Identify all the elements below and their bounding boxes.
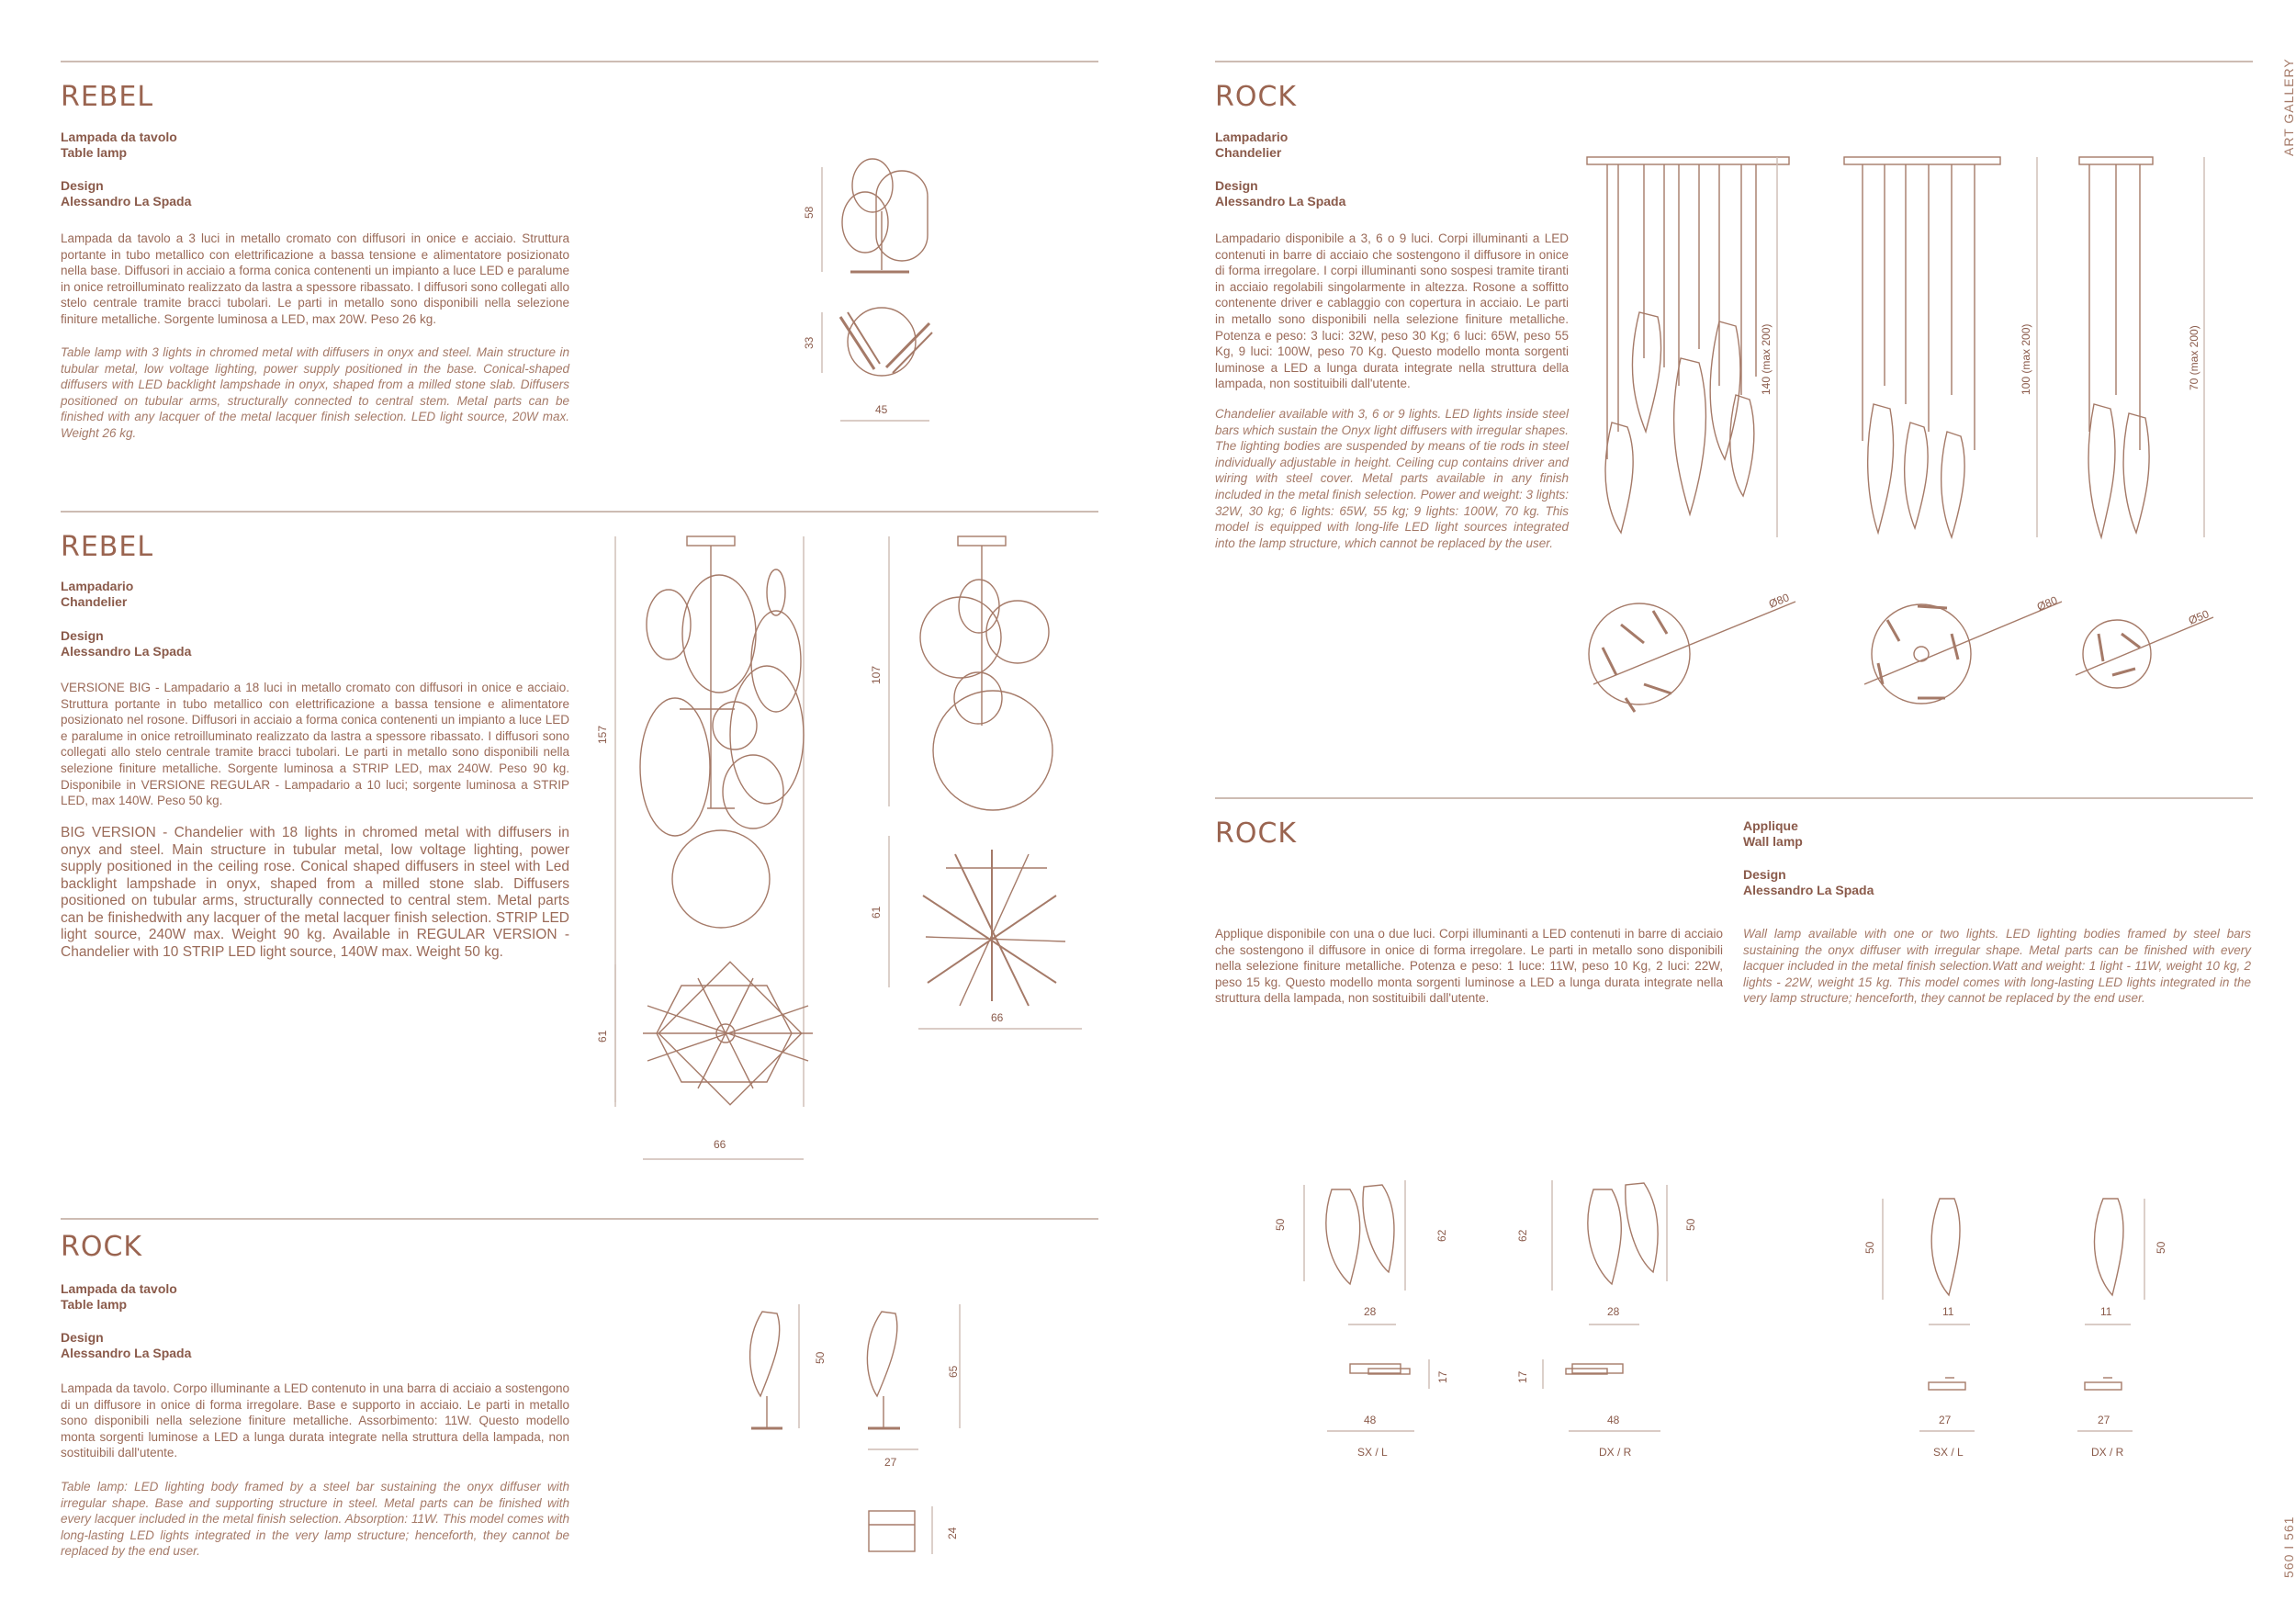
dim-d9: Ø80 [1766,591,1792,611]
sdx-w: 11 [2100,1305,2112,1318]
description-en: Wall lamp available with one or two lights. LED lighting bodies framed by steel bars sustaining the onyx diffuser with irregular shape. Metal parts can be finished with every lacquer included in the metal finish selection.Watt and weight: 1 light - 11W, weight 10 kg, 2 lights - 22W, weight 15 kg. This model comes with long-lasting LED lights integrated in the very lamp structure; henceforth, they cannot be replaced by the end user. [1743,927,2251,1006]
rock-chandelier-9-elevation [1587,157,1789,537]
dim-d6: Ø80 [2034,593,2060,614]
wall-single-sx [1883,1199,1975,1431]
ssx-label: SX / L [1933,1446,1964,1459]
description-it: Lampadario disponibile a 3, 6 o 9 luci. Corpi illuminanti a LED contenuti in barre di acciaio che sostengono il diffusore in onice di forma irregolare. I corpi illuminanti sono sospesi tramite tiranti in acciaio regolabili singolarmente in altezza. Rosone a soffitto contenente driver e cablaggio con copertura in acciaio. Le parti in metallo sono disponibili nella selezione finiture metalliche. Potenza e peso: 3 luci: 32W, peso 30 Kg; 6 luci: 65W, peso 55 Kg, 9 luci: 100W, peso 70 Kg. Questo modello monta sorgenti luminose a LED a lunga durata integrate nella struttura della lampada, non sostituibili dall'utente. [1215,231,1569,391]
wall-double-dx [1543,1180,1667,1431]
rebel-chandelier-big-elevation [615,536,804,1107]
designer-name: Alessandro La Spada [1215,194,1346,209]
rebel-table-elevation [822,159,928,272]
rebel-chandelier-regular-elevation [889,536,1052,810]
dim-big-height: 157 [596,725,609,744]
description-en: Chandelier available with 3, 6 or 9 lights. LED lights inside steel bars which sustain the Onyx light diffusers with irregular shapes. The lighting bodies are suspended by means of tie rods in steel individually adjustable in height. Ceiling cup contains driver and wiring with steel cover. Metal parts available in any finish included in the metal finish selection. Power and weight: 3 lights: 32W, 30 kg; 6 lights: 65W, 55 kg; 9 lights: 100W, 70 kg. This model is equipped with long-life LED light sources integrated into the lamp structure, which cannot be replaced by the user. [1215,407,1569,550]
dim-d3: Ø50 [2186,607,2212,627]
designer-name: Alessandro La Spada [1743,883,1874,897]
design-label: Design [61,178,104,193]
dim-h2: 65 [947,1365,960,1378]
section-title: ROCK [61,1231,143,1263]
section-title: REBEL [61,81,154,113]
dim-h1: 50 [814,1351,827,1364]
product-type-it: Lampada da tavolo [61,130,177,144]
dim-big-width: 66 [714,1138,726,1151]
dim-width: 27 [884,1456,897,1469]
dsx-h-right: 62 [1435,1229,1448,1242]
ssx-h: 50 [1863,1241,1876,1254]
dim-reg-width: 66 [991,1011,1004,1024]
design-label: Design [1215,178,1258,193]
design-label: Design [1743,867,1786,882]
dim-width: 45 [875,403,888,416]
rock-chandelier-3-plan [2076,617,2213,688]
dsx-h-left: 50 [1274,1218,1287,1231]
designer-name: Alessandro La Spada [61,644,192,659]
product-type-it: Lampadario [1215,130,1289,144]
section-title: ROCK [1215,81,1298,113]
rock-chandelier-9-plan [1589,602,1795,712]
dim-h3: 70 (max 200) [2188,325,2200,390]
description-it: Lampada da tavolo a 3 luci in metallo cromato con diffusori in onice e acciaio. Struttura portante in tubo metallico con elettrificazione a bassa tensione e alimentatore posizionato nella base. Diffusori in acciaio a forma conica contenenti un impianto a luce LED e paralume in onice retroilluminato realizzato da lastra a spessore ribassato. I diffusori sono collegati allo stelo centrale tramite bracci tubolari. Le parti in metallo sono disponibili nella selezione finiture metalliche. Sorgente luminosa a LED, max 20W. Peso 26 kg. [61,231,569,326]
dim-reg-plan-depth: 61 [870,906,883,919]
ddx-h-right: 50 [1684,1218,1697,1231]
product-type-it: Lampadario [61,579,134,593]
dim-reg-height: 107 [870,665,883,684]
sdx-w-plan: 27 [2098,1414,2110,1426]
dim-h9: 140 (max 200) [1760,323,1773,395]
rock-chandelier-6-plan [1864,602,2062,704]
dim-h6: 100 (max 200) [2020,323,2032,395]
section-title: REBEL [61,531,154,563]
page-numbers: 560 I 561 [2281,1516,2296,1578]
description-it: Applique disponibile con una o due luci. Corpi illuminanti a LED contenuti in barre di acciaio che sostengono il diffusore in onice di forma irregolare. Le parti in metallo sono disponibili nella selezione finiture metalliche. Potenza e peso: 1 luce: 11W, peso 10 Kg, 2 luci: 22W, peso 15 kg. Questo modello monta sorgenti luminose a LED a lunga durata integrate nella struttura della lampada, non sostituibili dall'utente. [1215,927,1723,1006]
sdx-label: DX / R [2091,1446,2124,1459]
description-en: Table lamp with 3 lights in chromed metal with diffusers in onyx and steel. Main structure in tubular metal, low voltage lighting, power supply positioned in the base. Conical-shaped diffusers with LED backlight lampshade in onyx, shaped from a milled stone slab. Diffusers positioned on tubular arms, structurally connected to central stem. Metal parts can be finished with any lacquer of the metal lacquer finish selection. LED light source, 20W max. Weight 26 kg. [61,345,569,440]
product-type-it: Lampada da tavolo [61,1281,177,1296]
product-type-en: Wall lamp [1743,834,1803,849]
rebel-chandelier-regular-plan [889,836,1082,1029]
design-label: Design [61,1330,104,1345]
ddx-w-plan: 48 [1607,1414,1620,1426]
ddx-h-left: 62 [1516,1229,1529,1242]
rock-table-elevation [750,1304,960,1554]
ssx-w-plan: 27 [1939,1414,1952,1426]
dim-big-plan-depth: 61 [596,1030,609,1043]
dsx-label: SX / L [1357,1446,1388,1459]
description-it: Lampada da tavolo. Corpo illuminante a LED contenuto in una barra di acciaio a sostengono di un diffusore in onice di forma irregolare. Base e supporto in acciaio. Le parti in metallo sono disponibili nella selezione finiture metalliche. Assorbimento: 11W. Questo modello monta sorgenti luminose a LED a lunga durata integrate nella struttura della lampada, non sostituibili dall'utente. [61,1381,569,1460]
product-type-en: Table lamp [61,145,128,160]
dsx-w: 28 [1364,1305,1377,1318]
section-title: ROCK [1215,817,1298,850]
section-label: ART GALLERY [2281,58,2296,156]
designer-name: Alessandro La Spada [61,194,192,209]
dsx-depth: 17 [1436,1370,1449,1383]
ddx-label: DX / R [1599,1446,1632,1459]
description-en: BIG VERSION - Chandelier with 18 lights in chromed metal with diffusers in onyx and steel. Main structure in tubular metal, low voltage lighting, power supply positioned in the ceiling rose. Conical shaped diffusers in steel with Led backlight lampshade in onyx, shaped from a milled stone slab. Diffusers positioned on tubular arms, structurally connected to central stem. Metal parts can be finishedwith any lacquer of the metal lacquer finish selection. STRIP LED light source, 240W max. Weight 90 kg. Available in REGULAR VERSION - Chandelier with 10 STRIP LED light source, 140W max. Weight 50 kg. [61,825,569,960]
rock-chandelier-3-elevation [2079,157,2204,537]
product-type-it: Applique [1743,818,1798,833]
product-type-en: Chandelier [1215,145,1282,160]
rock-chandelier-6-elevation [1844,157,2037,537]
dim-depth: 24 [946,1527,959,1539]
designer-name: Alessandro La Spada [61,1346,192,1360]
rebel-chandelier-big-plan [615,962,813,1159]
design-label: Design [61,628,104,643]
description-en: Table lamp: LED lighting body framed by a steel bar sustaining the onyx diffuser with irregular shape. Base and supporting structure in steel. Metal parts can be finished with every lacquer included in the metal finish selection. Absorption: 11W. This model comes with long-lasting LED lights integrated in the very lamp structure; henceforth, they cannot be replaced by the end user. [61,1480,569,1559]
description-it: VERSIONE BIG - Lampadario a 18 luci in metallo cromato con diffusori in onice e acciaio. Struttura portante in tubo metallico con elettrificazione a bassa tensione e alimentatore posizionato nel rosone. Diffusori in acciaio a forma conica contenenti un impianto a luce LED e paralume in onice retroilluminato realizzato da lastra a spessore ribassato. I diffusori sono collegati allo stelo centrale tramite bracci tubolari. Le parti in metallo sono disponibili nella selezione finiture metalliche. Sorgente luminosa a STRIP LED, max 240W. Peso 90 kg. Disponibile in VERSIONE REGULAR - Lampadario a 10 luci; sorgente luminosa a STRIP LED, max 140W. Peso 50 kg. [61,681,569,808]
dsx-w-plan: 48 [1364,1414,1377,1426]
product-type-en: Table lamp [61,1297,128,1312]
ssx-w: 11 [1942,1305,1954,1318]
dim-depth: 33 [803,336,816,349]
ddx-w: 28 [1607,1305,1620,1318]
ddx-depth: 17 [1516,1370,1529,1383]
dim-height: 58 [803,206,816,219]
product-type-en: Chandelier [61,594,128,609]
sdx-h: 50 [2155,1241,2167,1254]
